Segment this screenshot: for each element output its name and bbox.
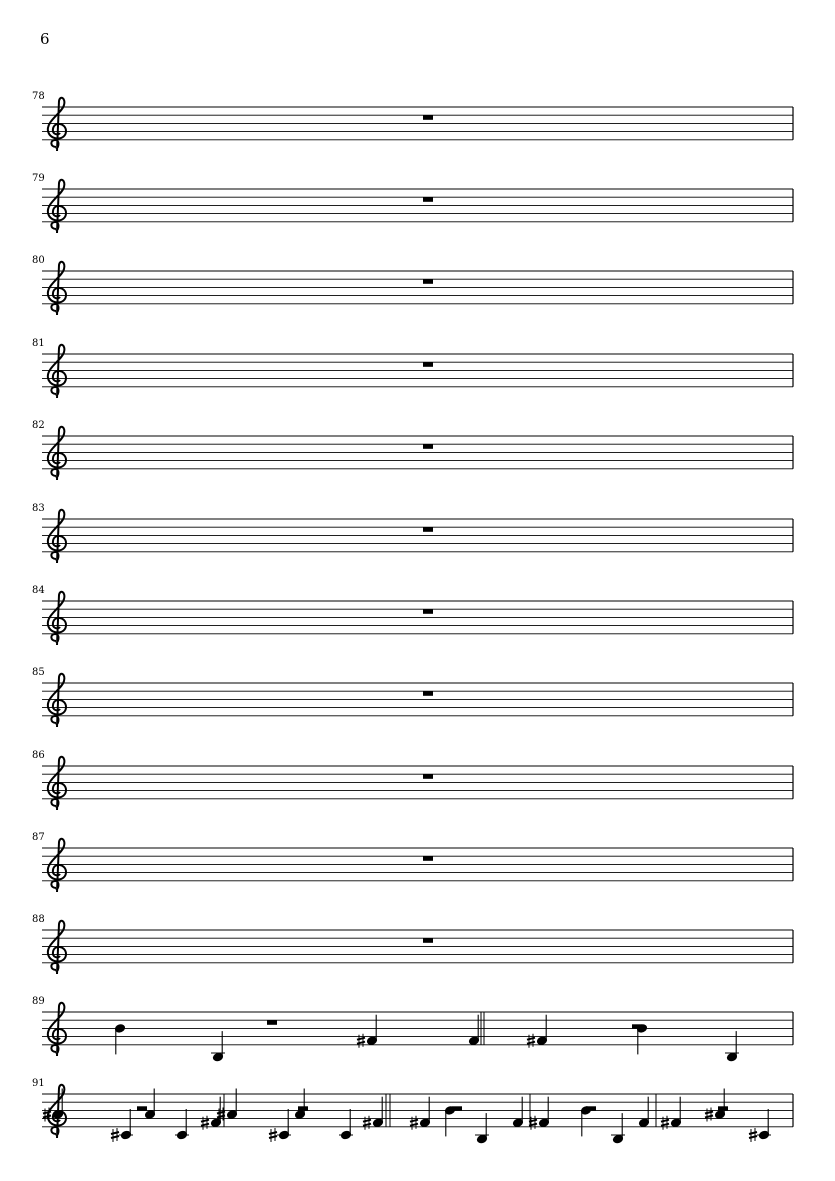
measure-number: 84 — [32, 585, 45, 596]
whole-rest-icon — [423, 856, 433, 861]
treble-clef-path — [48, 839, 66, 892]
treble-clef-icon — [48, 262, 66, 315]
treble-clef-icon — [48, 1003, 66, 1056]
measure-number: 79 — [32, 173, 45, 184]
treble-clef-path — [48, 757, 66, 810]
measure-number: 82 — [32, 420, 45, 431]
treble-clef-path — [48, 510, 66, 563]
whole-rest-icon — [423, 527, 433, 532]
treble-clef-icon — [48, 921, 66, 974]
sharp-icon — [201, 1116, 209, 1130]
whole-rest-icon — [423, 197, 433, 202]
sharp-icon — [749, 1128, 757, 1142]
measure-number: 91 — [32, 1078, 45, 1089]
measure-number: 80 — [32, 255, 45, 266]
treble-clef-icon — [48, 180, 66, 233]
sharp-icon — [269, 1128, 277, 1142]
whole-rest-icon — [423, 115, 433, 120]
whole-rest-icon — [423, 362, 433, 367]
half-rest-icon — [137, 1106, 147, 1111]
whole-rest-icon — [423, 691, 433, 696]
half-rest-icon — [452, 1106, 462, 1111]
measure-number: 85 — [32, 667, 45, 678]
treble-clef-icon — [48, 839, 66, 892]
half-rest-icon — [586, 1106, 596, 1111]
treble-clef-path — [48, 180, 66, 233]
treble-clef-path — [48, 921, 66, 974]
measure-number: 78 — [32, 91, 45, 102]
measure-number: 86 — [32, 750, 45, 761]
treble-clef-icon — [48, 592, 66, 645]
half-rest-icon — [718, 1106, 728, 1111]
sharp-icon — [661, 1116, 669, 1130]
treble-clef-path — [48, 345, 66, 398]
whole-rest-icon — [267, 1020, 277, 1025]
treble-clef-path — [48, 592, 66, 645]
measure-number: 88 — [32, 914, 45, 925]
measure-number: 83 — [32, 503, 45, 514]
page-number: 6 — [40, 30, 50, 48]
whole-rest-icon — [423, 774, 433, 779]
whole-rest-icon — [423, 609, 433, 614]
treble-clef-icon — [48, 757, 66, 810]
sharp-icon — [357, 1034, 365, 1048]
whole-rest-icon — [423, 444, 433, 449]
measure-number: 89 — [32, 996, 45, 1007]
treble-clef-path — [48, 262, 66, 315]
whole-rest-icon — [423, 938, 433, 943]
treble-clef-icon — [48, 674, 66, 727]
measure-number: 81 — [32, 338, 45, 349]
treble-clef-path — [48, 674, 66, 727]
sharp-icon — [410, 1116, 418, 1130]
sharp-icon — [363, 1116, 371, 1130]
treble-clef-icon — [48, 98, 66, 151]
measure-number: 87 — [32, 832, 45, 843]
whole-rest-icon — [423, 279, 433, 284]
treble-clef-icon — [48, 510, 66, 563]
sharp-icon — [705, 1108, 713, 1122]
sharp-icon — [527, 1034, 535, 1048]
treble-clef-path — [48, 427, 66, 480]
half-rest-icon — [632, 1024, 642, 1029]
treble-clef-path — [48, 1003, 66, 1056]
treble-clef-icon — [48, 345, 66, 398]
treble-clef-icon — [48, 427, 66, 480]
half-rest-icon — [298, 1106, 308, 1111]
treble-clef-path — [48, 98, 66, 151]
sharp-icon — [111, 1128, 119, 1142]
